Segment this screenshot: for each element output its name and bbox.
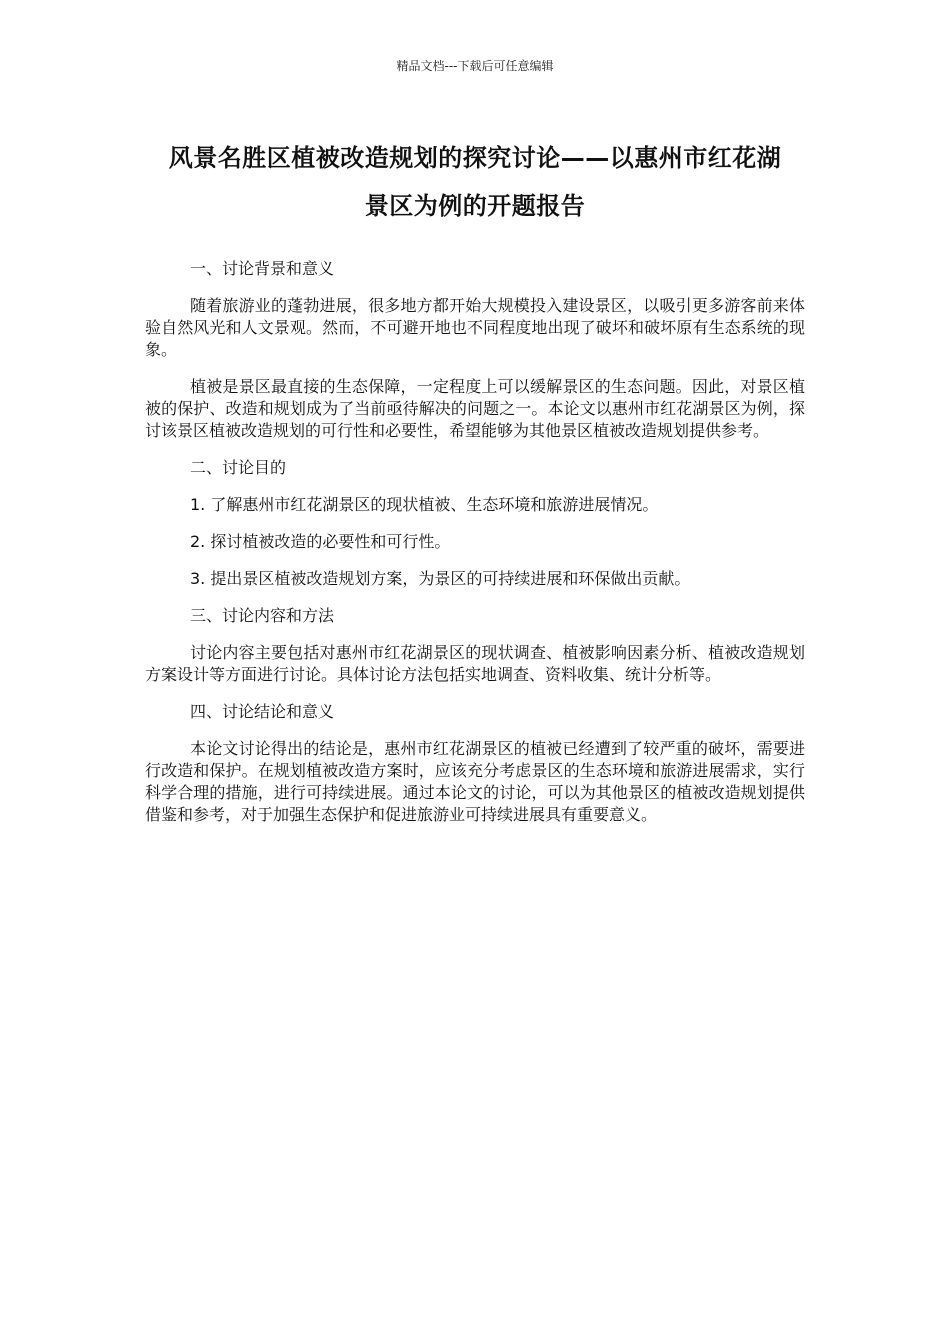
purpose-item-1: 1. 了解惠州市红花湖景区的现状植被、生态环境和旅游进展情况。: [190, 495, 659, 514]
document-title-line-1: 风景名胜区植被改造规划的探究讨论——以惠州市红花湖: [168, 144, 782, 172]
document-title: [140, 134, 810, 230]
content-methods-paragraph: 讨论内容主要包括对惠州市红花湖景区的现状调查、植被影响因素分析、植被改造规划方案设计等方面进行讨论。具体讨论方法包括实地调查、资料收集、统计分析等。: [145, 643, 805, 684]
background-paragraph-1: 随着旅游业的蓬勃进展，很多地方都开始大规模投入建设景区，以吸引更多游客前来体验自然风光和人文景观。然而，不可避开地也不同程度地出现了破坏和破坏原有生态系统的现象。: [145, 296, 805, 359]
section-heading-purpose: 二、讨论目的: [190, 458, 287, 477]
purpose-item-2: 2. 探讨植被改造的必要性和可行性。: [190, 532, 451, 551]
section-heading-content-methods: 三、讨论内容和方法: [190, 606, 335, 625]
conclusion-paragraph: 本论文讨论得出的结论是，惠州市红花湖景区的植被已经遭到了较严重的破坏，需要进行改造和保护。在规划植被改造方案时，应该充分考虑景区的生态环境和旅游进展需求，实行科学合理的措施，进行可持续进展。通过本论文的讨论，可以为其他景区的植被改造规划提供借鉴和参考，对于加强生态保护和促进旅游业可持续进展具有重要意义。: [145, 739, 805, 824]
purpose-item-3: 3. 提出景区植被改造规划方案，为景区的可持续进展和环保做出贡献。: [190, 569, 691, 588]
section-heading-background: 一、讨论背景和意义: [190, 259, 335, 278]
document-title-line-2: 景区为例的开题报告: [364, 192, 586, 220]
section-heading-conclusion: 四、讨论结论和意义: [190, 702, 335, 721]
document-body: [145, 258, 805, 841]
page-header-note: 精品文档---下载后可任意编辑: [396, 59, 554, 73]
background-paragraph-2: 植被是景区最直接的生态保障，一定程度上可以缓解景区的生态问题。因此，对景区植被的保护、改造和规划成为了当前亟待解决的问题之一。本论文以惠州市红花湖景区为例，探讨该景区植被改造规划的可行性和必要性，希望能够为其他景区植被改造规划提供参考。: [145, 377, 805, 440]
